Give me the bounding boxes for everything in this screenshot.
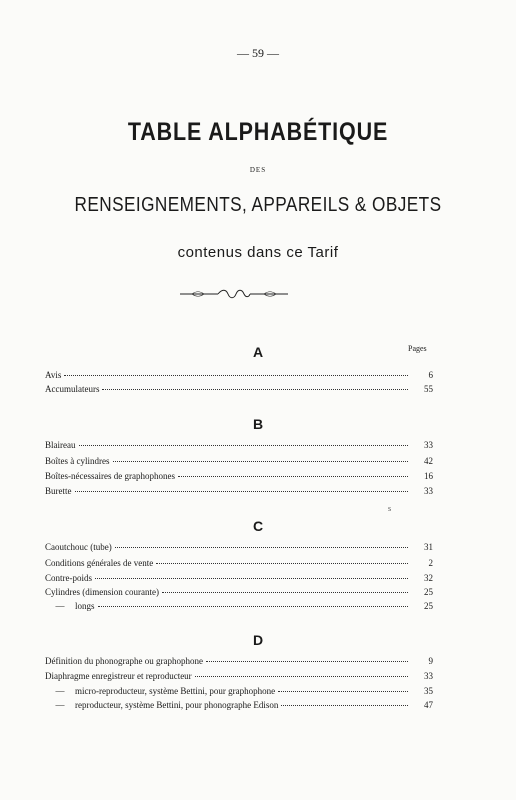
entry-page: 16 [424, 471, 433, 481]
entry-page: 6 [428, 370, 433, 380]
section-letter-c: C [252, 518, 264, 534]
page-tagline: contenus dans ce Tarif [177, 244, 339, 261]
leader-dots [156, 563, 408, 564]
entry-page: 33 [424, 486, 433, 496]
index-entry [45, 671, 433, 685]
leader-dots [64, 375, 408, 376]
leader-dots [79, 445, 409, 446]
index-entry [45, 471, 433, 485]
leader-dots [95, 578, 408, 579]
leader-dots [115, 547, 408, 548]
entry-label: Burette [45, 486, 72, 496]
entry-page: 31 [424, 542, 433, 552]
entry-label: Caoutchouc (tube) [45, 542, 112, 552]
entry-label: Blaireau [45, 440, 76, 450]
entry-label: Définition du phonographe ou graphophone [45, 656, 203, 666]
leader-dots [278, 691, 408, 692]
index-entry [45, 456, 433, 470]
entry-page: 25 [424, 601, 433, 611]
entry-label: Accumulateurs [45, 384, 100, 394]
leader-dots [75, 491, 409, 492]
leader-dots [281, 705, 408, 706]
ditto-dash: — [55, 700, 65, 710]
entry-page: 25 [424, 587, 433, 597]
entry-page: 32 [424, 573, 433, 583]
index-entry [45, 573, 433, 587]
entry-page: 55 [424, 384, 433, 394]
index-entry [45, 440, 433, 454]
pages-column-label: Pages [408, 344, 427, 353]
entry-page: 2 [428, 558, 433, 568]
entry-label: longs [75, 601, 95, 611]
section-letter-a: A [252, 344, 264, 360]
entry-label: micro-reproducteur, système Bettini, pour graphophone [75, 686, 276, 696]
entry-page: 33 [424, 440, 433, 450]
leader-dots [178, 476, 408, 477]
ditto-dash: — [55, 686, 65, 696]
entry-page: 42 [424, 456, 433, 466]
title-connector: DES [249, 166, 267, 174]
entry-page: 35 [424, 686, 433, 696]
page-number: — 59 — [237, 46, 279, 60]
index-entry [45, 558, 433, 572]
entry-label: reproducteur, système Bettini, pour phonographe Edison [75, 700, 279, 710]
entry-page: 47 [424, 700, 433, 710]
entry-label: Cylindres (dimension courante) [45, 587, 159, 597]
entry-label: Boîtes-nécessaires de graphophones [45, 471, 175, 481]
entry-label: Avis [45, 370, 62, 380]
entry-label: Boîtes à cylindres [45, 456, 110, 466]
index-entry [45, 656, 433, 670]
ornament-divider-icon [178, 288, 290, 300]
entry-page: 9 [428, 656, 433, 666]
index-entry [45, 370, 433, 384]
entry-page: 33 [424, 671, 433, 681]
stray-mark: s [388, 504, 392, 513]
page-title: TABLE ALPHABÉTIQUE [127, 118, 389, 146]
page-subtitle: RENSEIGNEMENTS, APPAREILS & OBJETS [74, 194, 442, 216]
index-entry [45, 587, 433, 601]
entry-label: Contre-poids [45, 573, 92, 583]
leader-dots [98, 606, 408, 607]
index-subentry [45, 700, 433, 714]
leader-dots [195, 676, 408, 677]
leader-dots [102, 389, 408, 390]
index-subentry [45, 601, 433, 615]
index-entry [45, 384, 433, 398]
section-letter-d: D [252, 632, 264, 648]
leader-dots [113, 461, 409, 462]
entry-label: Conditions générales de vente [45, 558, 154, 568]
leader-dots [206, 661, 408, 662]
ditto-dash: — [55, 601, 65, 611]
entry-label: Diaphragme enregistreur et reproducteur [45, 671, 192, 681]
leader-dots [162, 592, 408, 593]
index-entry [45, 542, 433, 556]
index-subentry [45, 686, 433, 700]
index-entry [45, 486, 433, 500]
section-letter-b: B [252, 416, 264, 432]
